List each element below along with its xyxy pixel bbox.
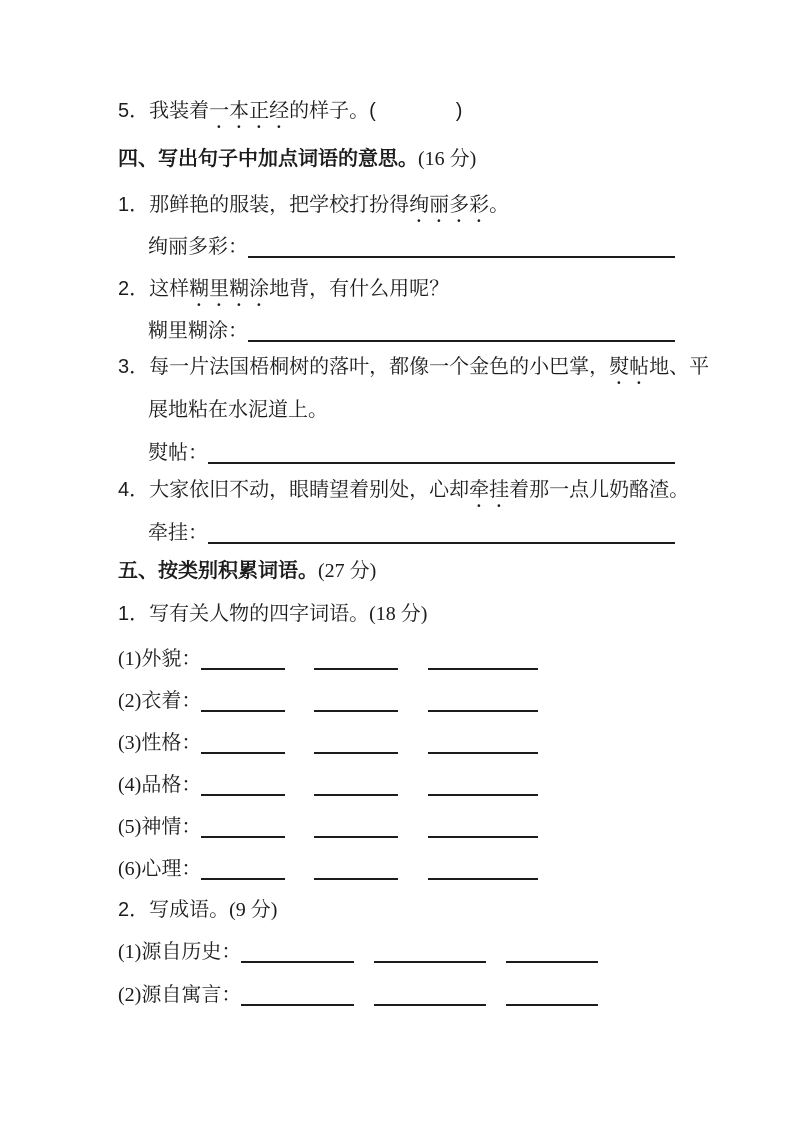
row-label: 心理： [141, 858, 202, 880]
q5-sub2-row-history [118, 938, 598, 966]
row-label: 源自历史： [141, 941, 242, 963]
row-number: (1) [118, 941, 142, 963]
row-number: (5) [118, 816, 142, 838]
q4-item1-pre: 1．那鲜艳的服装，把学校打扮得 [118, 194, 410, 216]
q5-sub1-title: 1．写有关人物的四字词语。 [118, 603, 370, 625]
answer-blank [314, 648, 398, 670]
q4-item2-answer-line [148, 317, 675, 345]
q4-item4-answer-line [148, 519, 675, 547]
section-five-score: (27 分) [318, 560, 377, 582]
section-four-title: 四、写出句子中加点词语的意思。 [118, 148, 418, 170]
answer-blank [201, 816, 285, 838]
answer-blank [428, 858, 538, 880]
q4-item1-blank-label: 绚丽多彩： [148, 236, 248, 258]
q4-item3-blank-label: 熨帖： [148, 442, 208, 464]
q4-item4-blank-label: 牵挂： [148, 522, 208, 544]
answer-blank [314, 690, 398, 712]
q5-sub1-row-appearance [118, 645, 538, 673]
q4-item1-answer-blank [248, 236, 675, 258]
answer-blank [428, 690, 538, 712]
q4-item3-sentence-line1 [118, 353, 709, 389]
row-label: 外貌： [141, 648, 202, 670]
q5-sub1-score: (18 分) [369, 603, 428, 625]
answer-blank [201, 774, 285, 796]
answer-blank [201, 690, 285, 712]
q4-item4-sentence [118, 476, 689, 512]
q5-sub1-row-psychology [118, 855, 538, 883]
answer-blank [201, 648, 285, 670]
row-number: (2) [118, 690, 142, 712]
answer-blank [314, 732, 398, 754]
row-label: 源自寓言： [141, 984, 242, 1006]
q4-item1-answer-line [148, 233, 675, 261]
q4-item1-post: 。 [489, 194, 510, 216]
q4-item4-answer-blank [208, 522, 675, 544]
answer-blank [428, 648, 538, 670]
q4-item3-sentence-line2 [148, 396, 328, 424]
q5-sub1-row-clothing [118, 687, 538, 715]
row-label: 神情： [141, 816, 202, 838]
q5-sub2-title: 2．写成语。 [118, 899, 230, 921]
q4-item2-pre: 2．这样 [118, 278, 190, 300]
q4-item3-emphasized-word: 熨帖 [609, 356, 650, 378]
row-label: 性格： [141, 732, 202, 754]
q4-item3-answer-blank [208, 442, 675, 464]
answer-blank [428, 816, 538, 838]
row-number: (6) [118, 858, 142, 880]
q4-item2-sentence [118, 275, 449, 311]
answer-blank [201, 732, 285, 754]
answer-blank [428, 732, 538, 754]
answer-blank [428, 774, 538, 796]
row-number: (2) [118, 984, 142, 1006]
section-five-heading [118, 557, 376, 585]
q4-item3-pre: 3．每一片法国梧桐树的落叶，都像一个金色的小巴掌， [118, 356, 610, 378]
q5-sub1-row-personality [118, 729, 538, 757]
question-5-post: 的样子。( ) [289, 100, 463, 122]
q4-item1-sentence [118, 191, 509, 227]
answer-blank [506, 941, 598, 963]
row-number: (1) [118, 648, 142, 670]
q4-item3-answer-line [148, 439, 675, 467]
q5-sub2-row-fable [118, 981, 598, 1009]
q5-sub1-title-line [118, 600, 427, 628]
answer-blank [374, 984, 486, 1006]
q4-item4-pre: 4．大家依旧不动，眼睛望着别处，心却 [118, 479, 470, 501]
answer-blank [314, 774, 398, 796]
row-label: 衣着： [141, 690, 202, 712]
q5-sub2-title-line [118, 896, 277, 924]
row-number: (4) [118, 774, 142, 796]
answer-blank [314, 816, 398, 838]
section-five-title: 五、按类别积累词语。 [118, 560, 318, 582]
row-label: 品格： [141, 774, 202, 796]
section-four-heading [118, 145, 476, 173]
answer-blank [201, 858, 285, 880]
q4-item2-answer-blank [248, 320, 675, 342]
q4-item2-emphasized-word: 糊里糊涂 [189, 278, 270, 300]
section-four-score: (16 分) [418, 148, 477, 170]
answer-blank [241, 984, 354, 1006]
q5-sub1-row-expression [118, 813, 538, 841]
answer-blank [506, 984, 598, 1006]
question-5-emphasized-word: 一本正经 [209, 100, 290, 122]
answer-blank [241, 941, 354, 963]
q4-item3-post: 地、平 [649, 356, 710, 378]
q4-item4-emphasized-word: 牵挂 [469, 479, 510, 501]
q4-item4-post: 着那一点儿奶酪渣。 [509, 479, 690, 501]
answer-blank [314, 858, 398, 880]
q4-item1-emphasized-word: 绚丽多彩 [409, 194, 490, 216]
question-5-line [118, 97, 462, 133]
q5-sub1-row-character [118, 771, 538, 799]
q4-item2-blank-label: 糊里糊涂： [148, 320, 248, 342]
question-5-pre: 5．我装着 [118, 100, 210, 122]
q4-item2-post: 地背，有什么用呢？ [269, 278, 450, 300]
row-number: (3) [118, 732, 142, 754]
q4-item3-continuation: 展地粘在水泥道上。 [148, 399, 328, 421]
q5-sub2-score: (9 分) [229, 899, 278, 921]
answer-blank [374, 941, 486, 963]
